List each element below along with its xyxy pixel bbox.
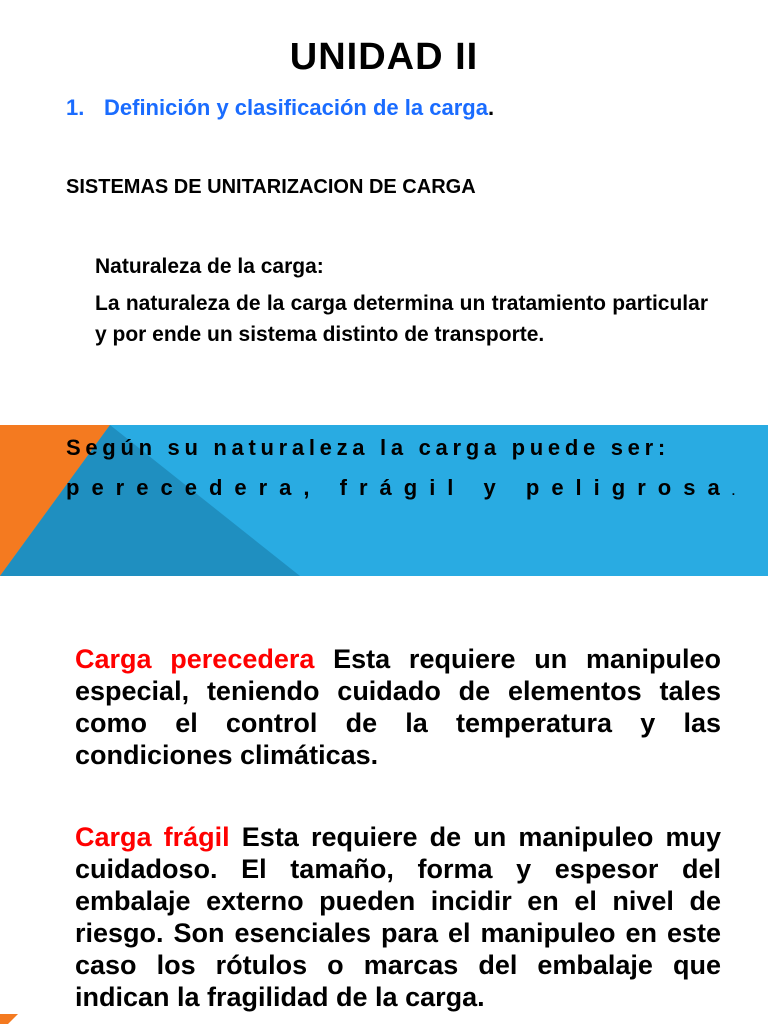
band-line-2-end: . [731,484,736,498]
paragraph-carga-fragil [75,821,721,1013]
slide-tipos-de-carga [0,576,768,1024]
item-text: Definición y clasificación de la carga [104,95,488,120]
paragraph-carga-perecedera [75,643,721,771]
numbered-list-item [66,95,494,121]
term-carga-fragil: Carga frágil [75,822,230,852]
text-carga-perecedera: Esta requiere un manipuleo especial, teniendo cuidado de elementos tales como el control de la temperatura y las condiciones climáticas. [75,644,721,770]
orange-corner-shape [0,1014,18,1024]
item-number: 1. [66,95,85,120]
item-trailing: . [487,95,495,120]
slide-title: UNIDAD II [289,36,479,78]
orange-corner-accent [0,1014,90,1024]
section-subheading: SISTEMAS DE UNITARIZACION DE CARGA [66,176,476,198]
band-text [66,428,736,511]
band-line-1: Según su naturaleza la carga puede ser: [66,435,670,460]
term-carga-perecedera: Carga perecedera [75,644,315,674]
text-carga-fragil: Esta requiere de un manipuleo muy cuidadoso. El tamaño, forma y espesor del embalaje externo pueden incidir en el nivel de riesgo. Son esenciales para el manipuleo en este caso los rótulos o marcas del embalaje que indican la fragilidad de la carga. [75,822,721,1012]
band-line-2-text: perecedera, frágil y peligrosa [66,475,732,500]
nature-heading: Naturaleza de la carga: [95,255,324,278]
band-line-2 [66,468,736,511]
nature-paragraph: La naturaleza de la carga determina un tratamiento particular y por ende un sistema distinto de transporte. [95,292,708,346]
